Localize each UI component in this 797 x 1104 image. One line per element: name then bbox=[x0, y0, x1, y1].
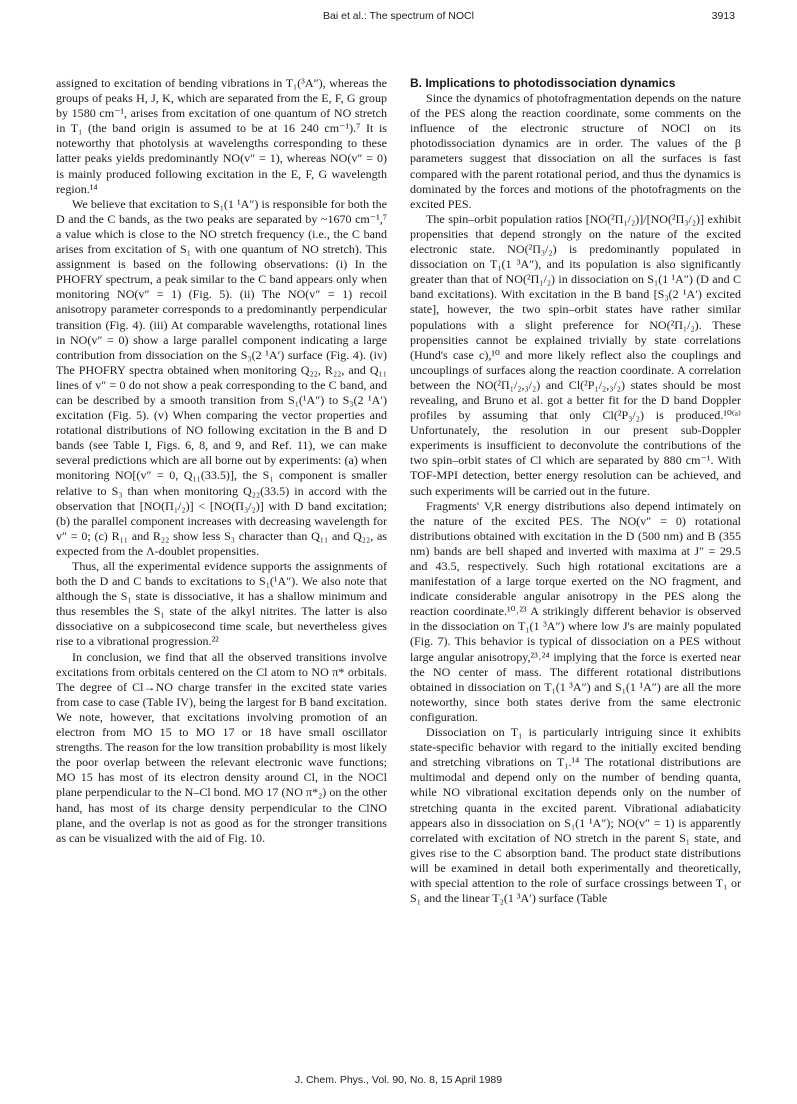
right-column bbox=[410, 76, 741, 906]
left-column bbox=[56, 76, 387, 846]
section-heading: B. Implications to photodissociation dynamics bbox=[410, 76, 676, 90]
paragraph: Dissociation on T₁ is particularly intriguing since it exhibits state-specific behavior with regard to the initially excited bending and stretching vibrations on T₁.¹⁴ The rotational distributions are multimodal and depend only on the number of bending quanta, while NO vibrational excitation depends only on the number of stretching quanta in the excited parent. Vibrational adiabaticity appears also in dissociation on S₁(1 ¹A″); NO(v″ = 1) is apparently correlated with excitation of NO stretch in the parent S₁ state, and gives rise to the C absorption band. The product state distributions will be examined in detail both experimentally and theoretically, with special attention to the role of surface crossings between T₁ or S₁ and the linear T₂(1 ³A′) surface (Table bbox=[410, 725, 741, 906]
journal-footer: J. Chem. Phys., Vol. 90, No. 8, 15 April 1989 bbox=[294, 1074, 503, 1086]
paragraph: Thus, all the experimental evidence supports the assignments of both the D and C bands to excitations to S₁(¹A″). We also note that although the S₁ state is dissociative, it has a shallow minimum and thus resembles the S₁ state of the alkyl nitrites. The latter is also dissociative on a subpicosecond time scale, but nevertheless gives rise to a vibrational progression.²² bbox=[56, 559, 387, 649]
paragraph: The spin–orbit population ratios [NO(²Π₁/₂)]/[NO(²Π₃/₂)] exhibit propensities that depend strongly on the nature of the excited electronic state. NO(²Π₃/₂) is predominantly populated in dissociation on T₁(1 ³A″), and its population is also significantly greater than that of NO(²Π₁/₂) in dissociation on S₁(1 ¹A″) (D and C band excitations). With excitation in the B band [S₃(2 ¹A′) excited state], however, the two spin–orbit states have rather similar populations with a slight preference for NO(²Π₁/₂). These propensities cannot be explained trivially by state correlations (Hund's case c),¹⁰ and more likely reflect also the couplings and uncouplings of surfaces along the reaction coordinate. A correlation between the NO(²Π₁/₂,₃/₂) and Cl(²P₁/₂,₃/₂) states should be most revealing, and Bruno et al. got a better fit for the D band Doppler profiles by assuming that only Cl(²P₃/₂) is produced.¹⁰⁽ᵃ⁾ Unfortunately, the resolution in our present sub-Doppler experiments is insufficient to deconvolute the contributions of the two spin–orbit states of Cl which are separated by 880 cm⁻¹. With TOF-MPI detection, better energy resolution can be achieved, and such experiments will be carried out in the future. bbox=[410, 211, 741, 498]
paragraph: We believe that excitation to S₁(1 ¹A″) is responsible for both the D and the C bands, as the two peaks are separated by ~1670 cm⁻¹,⁷ a value which is close to the NO stretch frequency (i.e., the C band arises from excitation of S₁ with one quantum of NO stretch). This assignment is based on the following observations: (i) In the PHOFRY spectrum, a peak similar to the C band appears only when monitoring NO(v″ = 1) (Fig. 5). (ii) The NO(v″ = 1) recoil anisotropy parameter corresponds to a predominantly perpendicular transition (Fig. 4). (iii) At comparable wavelengths, rotational lines in NO(v″ = 0) show a large parallel component indicating a large contribution from dissociation on the S₃(2 ¹A′) surface (Fig. 4). (iv) The PHOFRY spectra obtained when monitoring Q₂₂, R₂₂, and Q₁₁ lines of v″ = 0 do not show a peak corresponding to the C band, and can be described by a smooth transition from S₁(¹A″) to S₃(2 ¹A′) excitation (Fig. 5). (v) When comparing the vector properties and rotational distributions of NO following excitation in the B and D bands (see Table I, Figs. 6, 8, and 9, and Ref. 11), we can make several predictions which are all borne out by experiments: (a) when monitoring NO[(v″ = 0, Q₁₁(33.5)], the S₁ component is smaller relative to S₃ than when monitoring Q₂₂(33.5) in accord with the observation that [NO(Π₁/₂)] < [NO(Π₃/₂)] with D band excitation; (b) the parallel component increases with decreasing wavelength for v″ = 0; (c) R₁₁ and R₂₂ show less S₃ character than Q₁₁ and Q₂₂, as expected from the Λ-doublet propensities. bbox=[56, 196, 387, 558]
page-number: 3913 bbox=[711, 10, 735, 22]
running-title: Bai et al.: The spectrum of NOCl bbox=[323, 10, 474, 22]
paragraph: Since the dynamics of photofragmentation depends on the nature of the PES along the reaction coordinate, some comments on the influence of the electronic structure of NOCl on its photodissociation dynamics are in order. The values of the β parameters suggest that dissociation on all the surfaces is fast compared with the parent rotational period, and thus the dynamics is dominated by the forces and motions of the photofragments on the excited PES. bbox=[410, 91, 741, 211]
paragraph: assigned to excitation of bending vibrations in T₁(³A″), whereas the groups of peaks H, J, K, which are separated from the E, F, G group by 1580 cm⁻¹, arises from excitation of one quantum of NO stretch in T₁ (the band origin is assumed to be at 16 240 cm⁻¹).⁷ It is noteworthy that photolysis at wavelengths corresponding to these latter peaks yields predominantly NO(v″ = 1), whereas NO(v″ = 0) is mainly produced following excitation in the E, F, G wavelength region.¹⁴ bbox=[56, 76, 387, 196]
paragraph: In conclusion, we find that all the observed transitions involve excitations from orbitals centered on the Cl atom to NO π* orbitals. The degree of Cl→NO charge transfer in the excited state varies from case to case (Table IV), being the largest for B band excitation. We note, however, that excitations involving promotion of an electron from MO 15 to MO 17 or 18 have small oscillator strengths. The reason for the low transition probability is most likely the poor overlap between the relevant electronic wave functions; MO 15 has most of its electron density around Cl, in the NOCl plane perpendicular to the N–Cl bond. MO 17 (NO π*₂) on the other hand, has most of its charge density perpendicular to the ClNO plane, and the overlap is not as good as for the stronger transitions as can be visualized with the aid of Fig. 10. bbox=[56, 649, 387, 845]
paragraph: Fragments' V,R energy distributions also depend intimately on the nature of the excited PES. The NO(v″ = 0) rotational distributions obtained with excitation in the D (500 nm) and B (355 nm) bands are bell shaped and inverted with maxima at J″ = 29.5 and 43.5, respectively. Such high rotational excitations are a manifestation of a large torque exerted on the NO fragment, and indicate considerable angular anisotropy in the PES along the reaction coordinate.¹⁰˒²³ A strikingly different behavior is observed in the dissociation on T₁(1 ³A″) where low J's are mainly populated (Fig. 7). This behavior is typical of dissociation on a PES without large angular anisotropy,²³˒²⁴ implying that the force is exerted near the NO center of mass. The different rotational distributions obtained in dissociation on T₁(1 ³A″) and S₁(1 ¹A″) are all the more noteworthy, since both states derive from the same electronic configuration. bbox=[410, 498, 741, 724]
